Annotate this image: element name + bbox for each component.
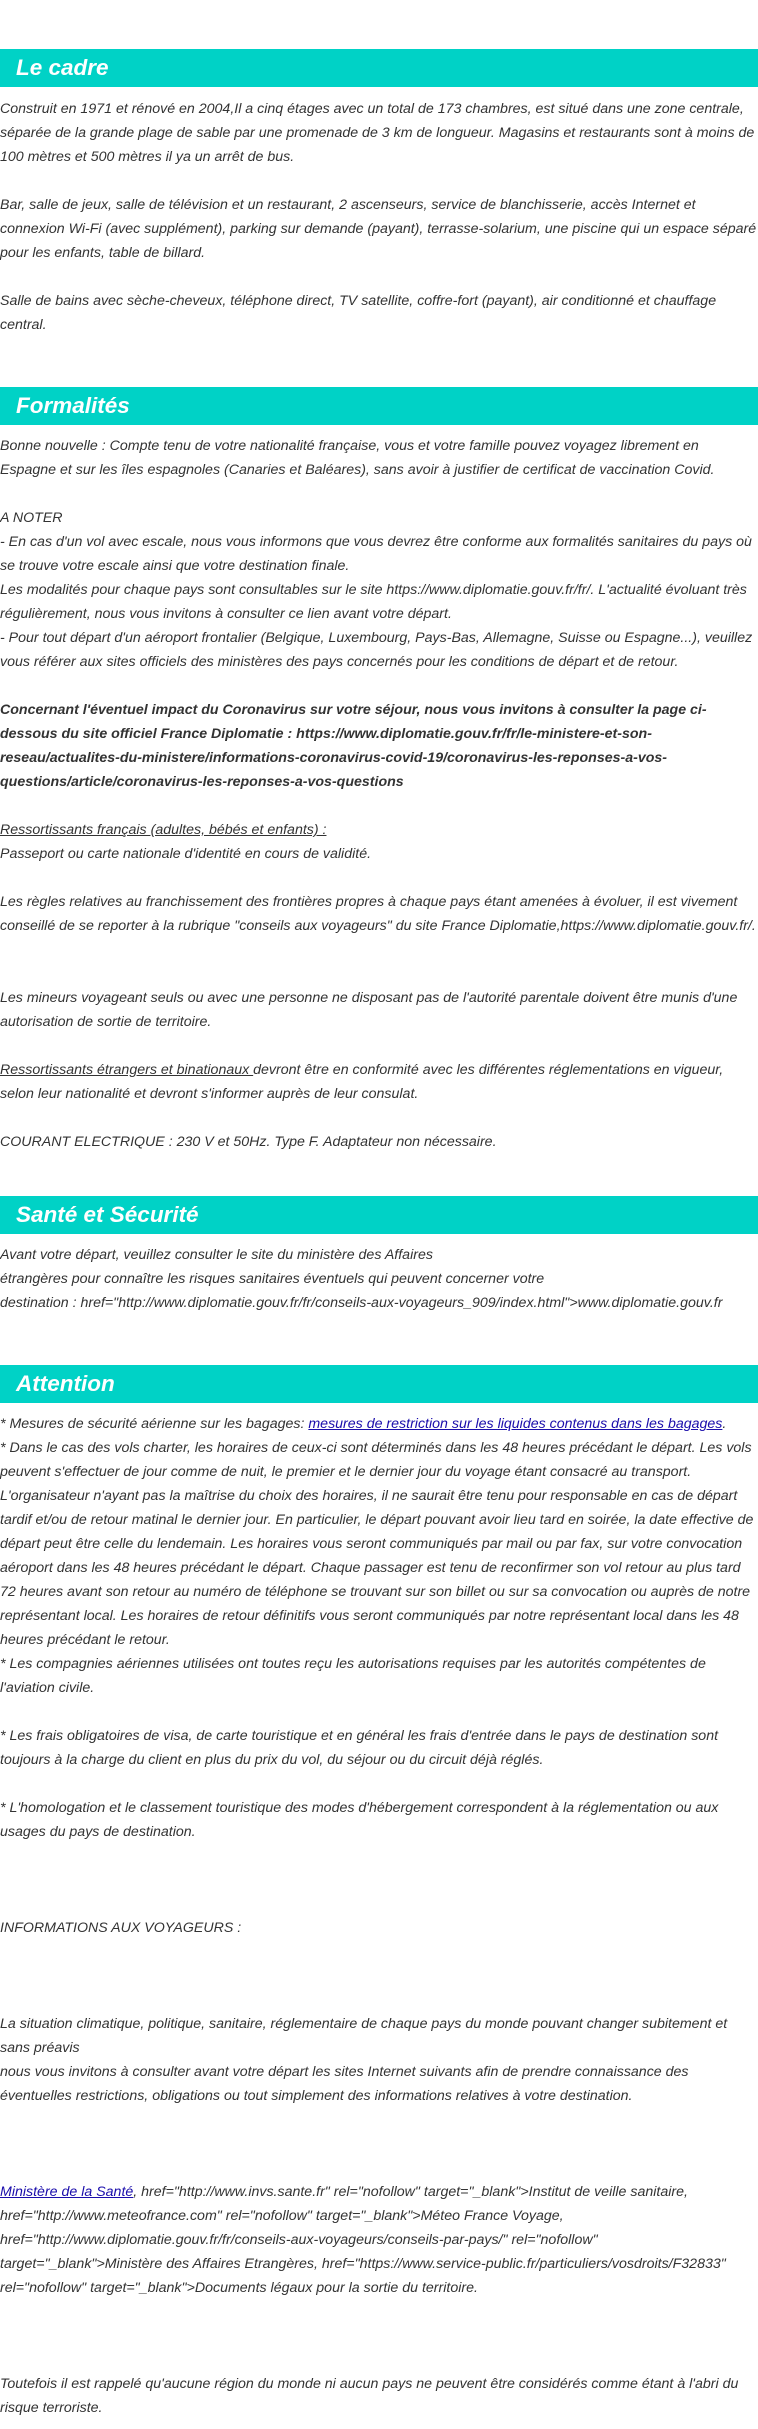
section-title-cadre: Le cadre xyxy=(0,49,758,87)
attention-charter-flights: * Dans le cas des vols charter, les horaires de ceux-ci sont déterminés dans les 48 heures précédant le départ. Les vols peuvent s'effectuer de jour comme de nuit, le premier et le dernier jour du voyage étant consacré au transport. L'organisateur n'ayant pas la maîtrise du choix des horaires, il ne saurait être tenu pour responsable en cas de départ tardif et/ou de retour matinal le dernier jour. En particulier, le départ pouvant avoir lieu tard en soirée, la date effective de départ peut être celle du lendemain. Les horaires vous seront communiqués par mail ou par fax, sur votre convocation aéroport dans les 48 heures précédant le départ. Chaque passager est tenu de reconfirmer son vol retour au plus tard 72 heures avant son retour au numéro de téléphone se trouvant sur son billet ou sur sa convocation ou auprès de notre représentant local. Les horaires de retour définitifs vous seront communiqués par notre représentant local dans les 48 heures précédant le retour. xyxy=(0,1440,754,1648)
formalites-foreign-nationals-title: Ressortissants étrangers et binationaux xyxy=(0,1062,254,1078)
liquids-restriction-link[interactable]: mesures de restriction sur les liquides contenus dans les bagages xyxy=(308,1416,723,1432)
formalites-foreign-nationals xyxy=(0,1058,758,1106)
formalites-note-line-2: Les modalités pour chaque pays sont consultables sur le site https://www.diplomatie.gouv.fr/fr/. L'actualité évoluant très régulièrement, nous vous invitons à consulter ce lien avant votre départ. xyxy=(0,582,747,622)
section-title-attention: Attention xyxy=(0,1365,758,1403)
attention-travel-info-title: INFORMATIONS AUX VOYAGEURS : xyxy=(0,1920,242,1936)
formalites-french-nationals-title: Ressortissants français (adultes, bébés et enfants) : xyxy=(0,822,327,838)
ministere-sante-link[interactable]: Ministère de la Santé xyxy=(0,2184,134,2200)
formalites-note-line-1: - En cas d'un vol avec escale, nous vous informons que vous devrez être conforme aux formalités sanitaires du pays où se trouve votre escale ainsi que votre destination finale. xyxy=(0,534,752,574)
attention-baggage-prefix: * Mesures de sécurité aérienne sur les bagages: xyxy=(0,1416,309,1432)
attention-useful-links xyxy=(0,2180,758,2300)
cadre-paragraph-3: Salle de bains avec sèche-cheveux, téléphone direct, TV satellite, coffre-fort (payant), air conditionné et chauffage central. xyxy=(0,293,717,333)
formalites-electric-current: COURANT ELECTRIQUE : 230 V et 50Hz. Type F. Adaptateur non nécessaire. xyxy=(0,1134,497,1150)
cadre-paragraph-2: Bar, salle de jeux, salle de télévision et un restaurant, 2 ascenseurs, service de blanchisserie, accès Internet et connexion Wi-Fi (avec supplément), parking sur demande (payant), terrasse-solarium, une piscine qui un espace séparé pour les enfants, table de billard. xyxy=(0,197,757,261)
attention-mandatory-fees: * Les frais obligatoires de visa, de carte touristique et en général les frais d'entrée dans le pays de destination sont toujours à la charge du client en plus du prix du vol, du séjour ou du circuit déjà réglés. xyxy=(0,1728,719,1768)
formalites-border-rules: Les règles relatives au franchissement des frontières propres à chaque pays étant amenées à évoluer, il est vivement conseillé de se reporter à la rubrique "conseils aux voyageurs" du site France Diplomatie,https://www.diplomatie.gouv.fr/. xyxy=(0,894,756,934)
attention-airline-companies: * Les compagnies aériennes utilisées ont toutes reçu les autorisations requises par les autorités compétentes de l'aviation civile. xyxy=(0,1656,706,1696)
attention-situation-line-1: La situation climatique, politique, sanitaire, réglementaire de chaque pays du monde pouvant changer subitement et sans préavis xyxy=(0,2016,728,2056)
formalites-minors: Les mineurs voyageant seuls ou avec une personne ne disposant pas de l'autorité parentale doivent être munis d'une autorisation de sortie de territoire. xyxy=(0,990,738,1030)
section-title-sante: Santé et Sécurité xyxy=(0,1196,758,1234)
attention-terrorism-risk: Toutefois il est rappelé qu'aucune région du monde ni aucun pays ne peuvent être considérés comme étant à l'abri du risque terroriste. xyxy=(0,2376,739,2416)
attention-useful-links-text: , href="http://www.invs.sante.fr" rel="nofollow" target="_blank">Institut de veille sanitaire, href="http://www.meteofrance.com" rel="nofollow" target="_blank">Méteo France Voyage, href="http://www.diplomatie.gouv.fr/fr/conseils-aux-voyageurs/conseils-par-pays/" rel="nofollow" target="_blank">Ministère des Affaires Etrangères, href="https://www.service-public.fr/particuliers/vosdroits/F32833" rel="nofollow" target="_blank">Documents légaux pour la sortie du territoire. xyxy=(0,2184,726,2296)
attention-homologation: * L'homologation et le classement touristique des modes d'hébergement correspondent à la réglementation ou aux usages du pays de destination. xyxy=(0,1800,719,1840)
formalites-note-title: A NOTER xyxy=(0,510,63,526)
attention-baggage-suffix: . xyxy=(722,1416,727,1432)
formalites-foreign-nationals-text: devront être en conformité avec les différentes réglementations en vigueur, selon leur nationalité et devront s'informer auprès de leur consulat. xyxy=(0,1062,724,1102)
attention-baggage-security xyxy=(0,1412,758,1436)
section-title-formalites: Formalités xyxy=(0,387,758,425)
formalites-note-line-3: - Pour tout départ d'un aéroport frontalier (Belgique, Luxembourg, Pays-Bas, Allemagne, Suisse ou Espagne...), veuillez vous référer aux sites officiels des ministères des pays concernés pour les conditions de départ et de retour. xyxy=(0,630,753,670)
formalites-french-nationals-text: Passeport ou carte nationale d'identité en cours de validité. xyxy=(0,846,372,862)
sante-line-3: destination : href="http://www.diplomatie.gouv.fr/fr/conseils-aux-voyageurs_909/index.html">www.diplomatie.gouv.fr xyxy=(0,1295,723,1311)
cadre-paragraph-1: Construit en 1971 et rénové en 2004,Il a cinq étages avec un total de 173 chambres, est situé dans une zone centrale, séparée de la grande plage de sable par une promenade de 3 km de longueur. Magasins et restaurants sont à moins de 100 mètres et 500 mètres il ya un arrêt de bus. xyxy=(0,101,755,165)
formalites-coronavirus-notice: Concernant l'éventuel impact du Coronavirus sur votre séjour, nous vous invitons à consulter la page ci-dessous du site officiel France Diplomatie : https://www.diplomatie.gouv.fr/fr/le-ministere-et-son-reseau/actualites-du-ministere/informations-coronavirus-covid-19/coronavirus-les-reponses-a-vos-questions/article/coronavirus-les-reponses-a-vos-questions xyxy=(0,702,707,790)
sante-line-1: Avant votre départ, veuillez consulter le site du ministère des Affaires xyxy=(0,1247,433,1263)
sante-line-2: étrangères pour connaître les risques sanitaires éventuels qui peuvent concerner votre xyxy=(0,1271,545,1287)
formalites-covid-news: Bonne nouvelle : Compte tenu de votre nationalité française, vous et votre famille pouvez voyagez librement en Espagne et sur les îles espagnoles (Canaries et Baléares), sans avoir à justifier de certificat de vaccination Covid. xyxy=(0,438,715,478)
attention-situation-line-2: nous vous invitons à consulter avant votre départ les sites Internet suivants afin de prendre connaissance des éventuelles restrictions, obligations ou tout simplement des informations relatives à votre destination. xyxy=(0,2064,689,2104)
